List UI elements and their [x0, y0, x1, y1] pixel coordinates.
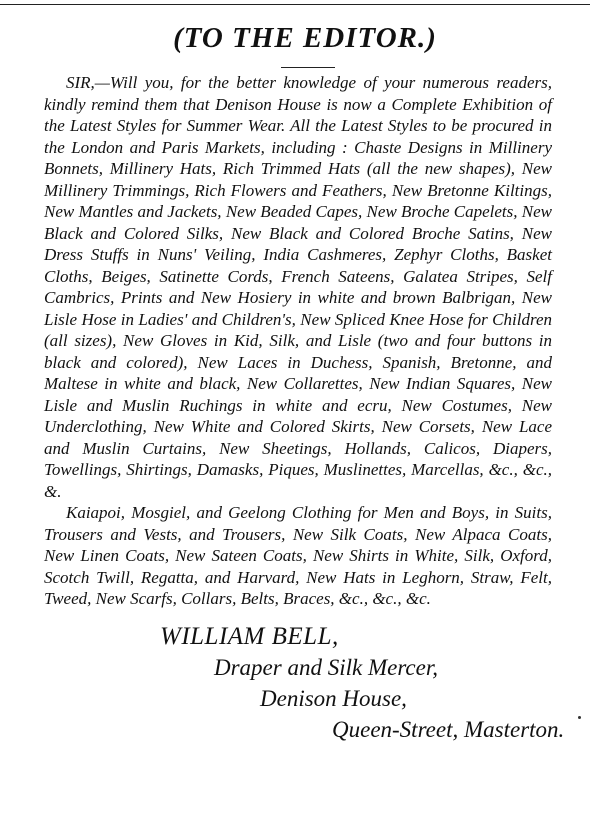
signature-block [44, 622, 565, 745]
top-rule [0, 4, 590, 5]
signature-address: Queen-Street, Masterton. [332, 716, 565, 742]
advertisement-letter [44, 22, 565, 745]
letter-paragraph-1: SIR,—Will you, for the better knowledge of your numerous readers, kindly remind them that Denison House is now a Complete Exhibition of the Latest Styles for Summer Wear. All the Latest Styles to be procured in the London and Paris Markets, including : Chaste Designs in Millinery Bonnets, Millinery Hats, Rich Trimmed Hats (all the new shapes), New Millinery Trimmings, Rich Flowers and Feathers, New Bretonne Kiltings, New Mantles and Jackets, New Beaded Capes, New Broche Capelets, New Black and Colored Silks, New Black and Colored Broche Satins, New Dress Stuffs in Nuns' Veiling, India Cashmeres, Zephyr Cloths, Basket Cloths, Beiges, Satinette Cords, French Sateens, Galatea Stripes, Self Cambrics, Prints and New Hosiery in white and brown Balbrigan, New Lisle Hose in Ladies' and Children's, New Spliced Knee Hose for Children (all sizes), New Gloves in Kid, Silk, and Lisle (two and four buttons in black and colored), New Laces in Duchess, Spanish, Bretonne, and Maltese in white and black, New Collarettes, New Indian Squares, New Lisle and Muslin Ruchings in white and ecru, New Costumes, New Underclothing, New White and Colored Skirts, New Corsets, New Lace and Muslin Curtains, New Sheetings, Hollands, Calicos, Diapers, Towellings, Shirtings, Damasks, Piques, Muslinettes, Marcellas, &c., &c., &. [44, 73, 552, 501]
heading-divider [281, 67, 335, 68]
letter-paragraph-2: Kaiapoi, Mosgiel, and Geelong Clothing for Men and Boys, in Suits, Trousers and Vests, and Trousers, New Silk Coats, New Alpaca Coats, New Linen Coats, New Sateen Coats, New Shirts in White, Silk, Oxford, Scotch Twill, Regatta, and Harvard, New Hats in Leghorn, Straw, Felt, Tweed, New Scarfs, Collars, Belts, Braces, &c., &c., &c. [44, 503, 552, 608]
letter-heading: (TO THE EDITOR.) [173, 22, 437, 54]
print-speck [578, 716, 581, 719]
signature-name: WILLIAM BELL, [160, 622, 339, 650]
signature-house: Denison House, [260, 685, 407, 711]
signature-title: Draper and Silk Mercer, [214, 654, 438, 680]
